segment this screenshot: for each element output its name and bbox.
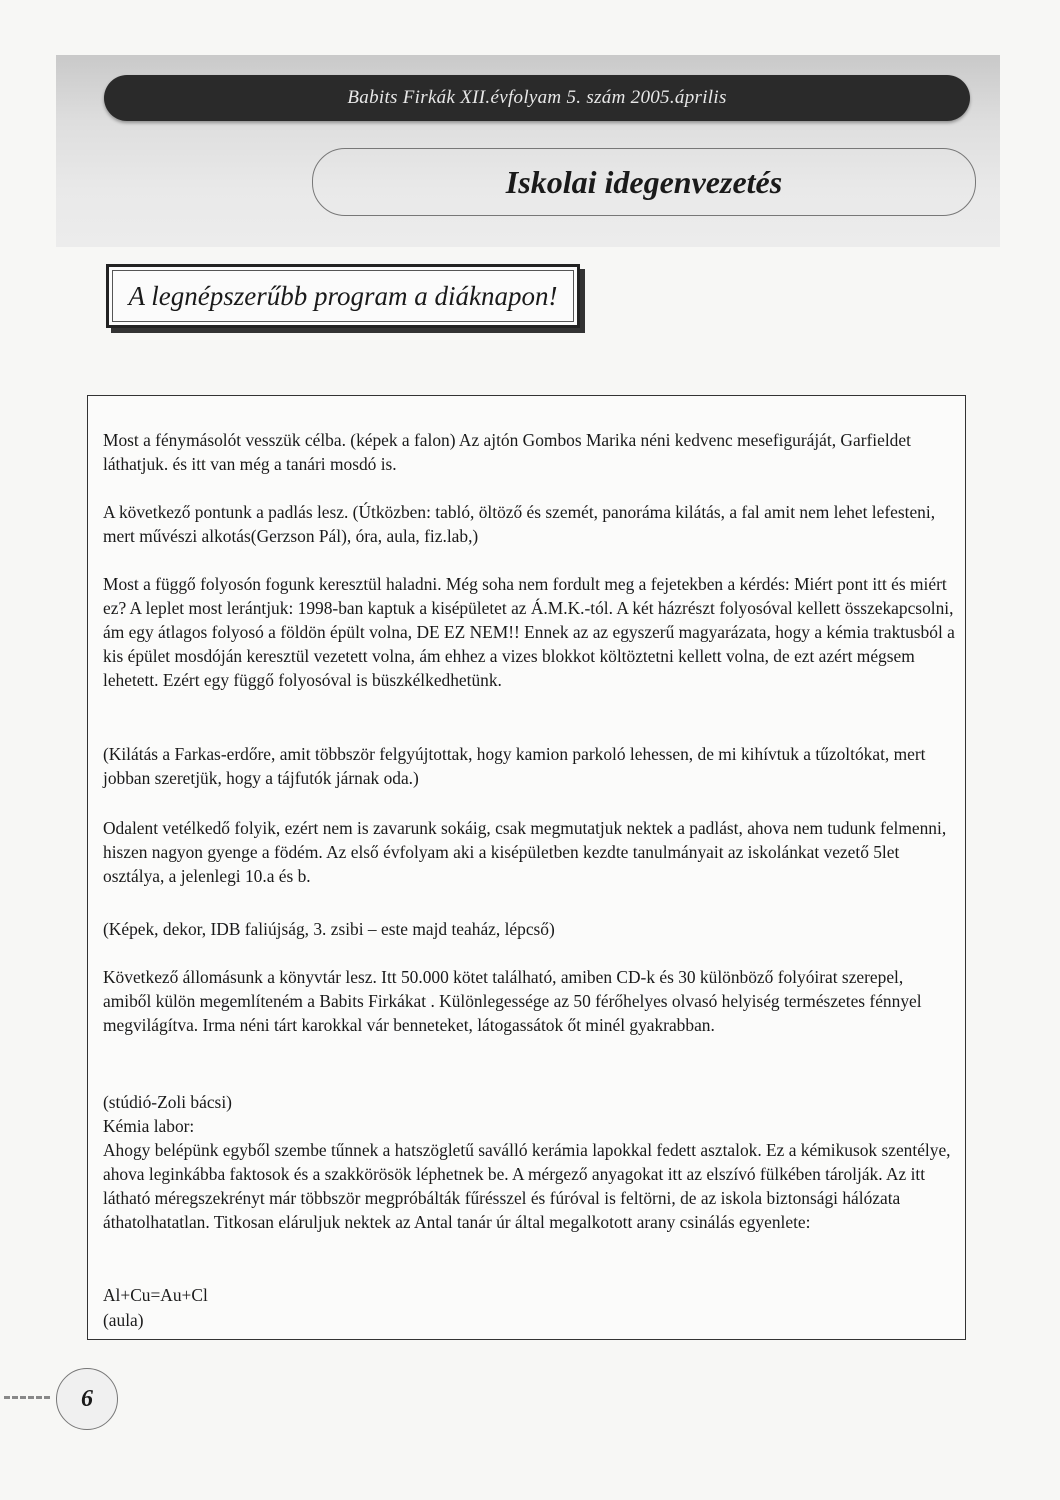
paragraph-pictures: (Képek, dekor, IDB faliújság, 3. zsibi – este majd teaház, lépcső) (103, 919, 555, 939)
paragraph-attic: A következő pontunk a padlás lesz. (Útközben: tabló, öltöző és szemét, panoráma kilátás, a fal amit nem lehet lefesteni, mert művészi alkotás(Gerzson Pál), óra, aula, fiz.lab,) (103, 502, 936, 546)
masthead-banner (104, 75, 970, 121)
paragraph-chem-lab-heading: Kémia labor: (103, 1116, 195, 1136)
paragraph-forest-view: (Kilátás a Farkas-erdőre, amit többször felgyújtottak, hogy kamion parkoló lehessen, de mi kihívtuk a tűzoltókat, mert jobban szeretjük, hogy a tájfutók járnak oda.) (103, 744, 926, 788)
paragraph-competition: Odalent vetélkedő folyik, ezért nem is zavarunk sokáig, csak megmutatjuk nektek a padlást, ahova nem tudunk felmenni, hiszen nagyon gyenge a födém. Az első évfolyam aki a kisépületben kezdte tanulmányait az iskolánkat vezető 5let osztálya, a jelenlegi 10.a és b. (103, 818, 947, 886)
page-number-badge (56, 1368, 118, 1430)
paragraph-aula: (aula) (103, 1310, 144, 1330)
paragraph-copier: Most a fénymásolót vesszük célba. (képek a falon) Az ajtón Gombos Marika néni kedvenc mesefiguráját, Garfieldet láthatjuk. és itt van még a tanári mosdó is. (103, 430, 911, 474)
article-box (87, 395, 966, 1340)
subtitle-box (106, 264, 580, 328)
page-number-dash (4, 1396, 50, 1403)
paragraph-equation: Al+Cu=Au+Cl (103, 1285, 208, 1305)
subtitle: A legnépszerűbb program a diáknapon! (128, 281, 558, 311)
paragraph-chem-lab: Ahogy belépünk egyből szembe tűnnek a hatszögletű saválló kerámia lapokkal fedett asztalok. Ez a kémikusok szentélye, ahova leginkábba faktosok és a szakkörösök léphetnek be. A mérgező anyagokat itt az elszívó fülkében tárolják. Az itt látható méregszekrényt már többször megpróbálták fűrésszel és fúróval is feltörni, de az iskola biztonsági hálózata áthatolhatatlan. Titkosan eláruljuk nektek az Antal tanár úr által megalkotott arany csinálás egyenlete: (103, 1140, 951, 1232)
section-title-frame (312, 148, 976, 216)
section-title: Iskolai idegenvezetés (505, 164, 783, 200)
paragraph-library: Következő állomásunk a könyvtár lesz. Itt 50.000 kötet található, amiben CD-k és 30 különböző folyóirat szerepel, amiből külön megemlíteném a Babits Firkákat . Különlegessége az 50 férőhelyes olvasó helyiség természetes fénnyel megvilágítva. Irma néni tárt karokkal vár benneteket, látogassátok őt minél gyakrabban. (103, 967, 922, 1035)
paragraph-hanging-corridor: Most a függő folyosón fogunk keresztül haladni. Még soha nem fordult meg a fejetekben a kérdés: Miért pont itt és miért ez? A leplet most lerántjuk: 1998-ban kaptuk a kisépületet az Á.M.K.-tól. A két házrészt folyosóval kellett összekapcsolni, ám egy átlagos folyosó a földön épült volna, DE EZ NEM!! Ennek az az egyszerű magyarázata, hogy a kémia traktusból a kis épület mosdóján keresztül vezetett volna, ám ehhez a vizes blokkot költöztetni kellett volna, de ezt azért mégsem lehetett. Ezért egy függő folyosóval is büszkélkedhetünk. (103, 574, 955, 690)
paragraph-studio: (stúdió-Zoli bácsi) (103, 1092, 232, 1112)
masthead-text: Babits Firkák XII.évfolyam 5. szám 2005.április (347, 87, 727, 108)
page-number: 6 (56, 1368, 118, 1430)
